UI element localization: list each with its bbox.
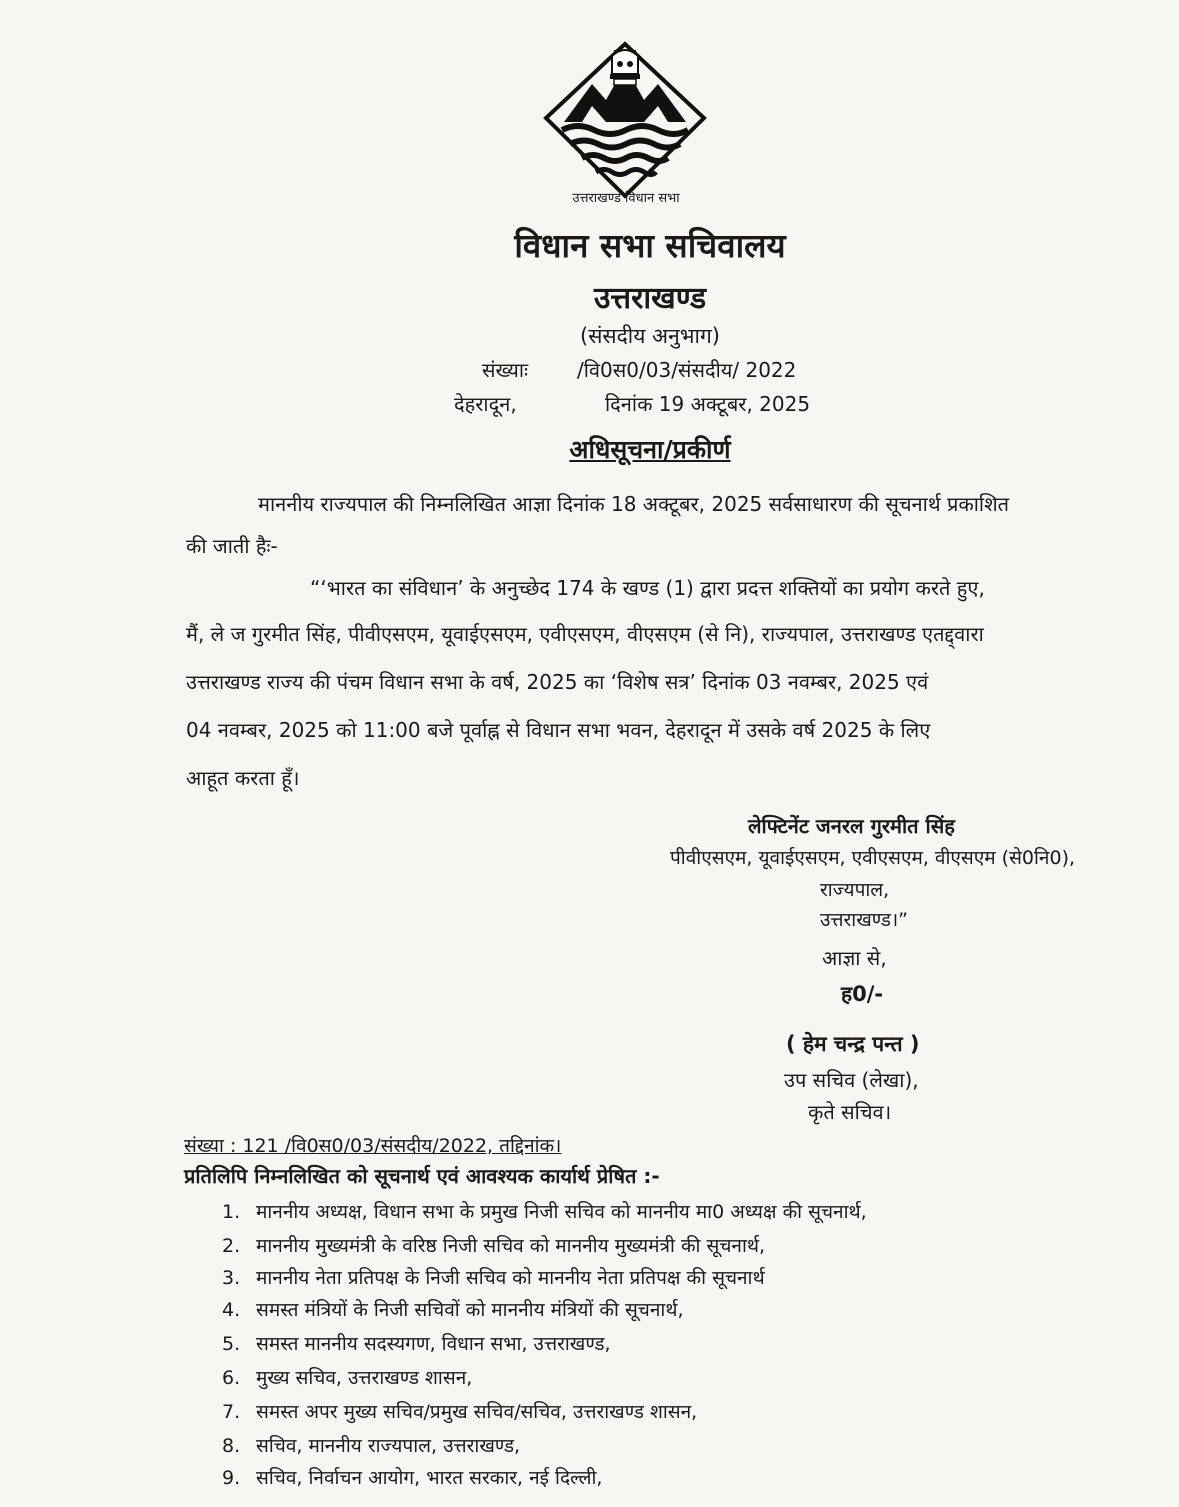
- notification-heading: अधिसूचना/प्रकीर्ण: [569, 435, 731, 464]
- officer-designation: उप सचिव (लेखा),: [784, 1068, 919, 1092]
- copy-reference: संख्या : 121 /वि0स0/03/संसदीय/2022, तद्दिनांक।: [184, 1135, 562, 1157]
- logo-caption: उत्तराखण्ड विधान सभा: [572, 191, 680, 206]
- list-item: 8. सचिव, माननीय राज्यपाल, उत्तराखण्ड,: [222, 1435, 521, 1457]
- list-item: 1. माननीय अध्यक्ष, विधान सभा के प्रमुख निजी सचिव को माननीय मा0 अध्यक्ष की सूचनार्थ,: [222, 1201, 867, 1223]
- order-line: उत्तराखण्ड राज्य की पंचम विधान सभा के वर्ष, 2025 का ‘विशेष सत्र’ दिनांक 03 नवम्बर, 2025 एवं: [186, 670, 929, 694]
- by-order: आज्ञा से,: [822, 946, 887, 970]
- list-item: 5. समस्त माननीय सदस्यगण, विधान सभा, उत्तराखण्ड,: [222, 1333, 611, 1355]
- signed-mark: ह0/-: [841, 982, 884, 1006]
- reference-number: /वि0स0/03/संसदीय/ 2022: [577, 358, 797, 382]
- order-line: “‘भारत का संविधान’ के अनुच्छेद 174 के खण्ड (1) द्वारा प्रदत्त शक्तियों का प्रयोग करते हुए,: [310, 576, 985, 600]
- intro-line: की जाती हैः-: [186, 534, 278, 558]
- governor-title: राज्यपाल,: [820, 879, 890, 901]
- issue-date: दिनांक 19 अक्टूबर, 2025: [605, 392, 811, 416]
- place: देहरादून,: [454, 392, 517, 416]
- state-title: उत्तराखण्ड: [593, 281, 707, 316]
- secretariat-title: विधान सभा सचिवालय: [514, 226, 786, 265]
- officer-for-secretary: कृते सचिव।: [808, 1100, 892, 1124]
- governor-name: लेफ्टिनेंट जनरल गुरमीत सिंह: [748, 814, 955, 838]
- officer-name: ( हेम चन्द्र पन्त ): [786, 1032, 920, 1056]
- list-item: 4. समस्त मंत्रियों के निजी सचिवों को माननीय मंत्रियों की सूचनार्थ,: [222, 1299, 684, 1321]
- governor-state: उत्तराखण्ड।”: [820, 909, 909, 931]
- governor-decorations: पीवीएसएम, यूवाईएसएम, एवीएसएम, वीएसएम (से0नि0),: [670, 847, 1076, 869]
- order-line: मैं, ले ज गुरमीत सिंह, पीवीएसएम, यूवाईएसएम, एवीएसएम, वीएसएम (से नि), राज्यपाल, उत्तराखण्ड एतद्द्वारा: [186, 622, 984, 646]
- order-line: 04 नवम्बर, 2025 को 11:00 बजे पूर्वाह्न से विधान सभा भवन, देहरादून में उसके वर्ष 2025 के लिए: [186, 718, 931, 742]
- section-name: (संसदीय अनुभाग): [580, 324, 720, 348]
- order-line: आहूत करता हूँ।: [186, 766, 300, 790]
- list-item: 3. माननीय नेता प्रतिपक्ष के निजी सचिव को माननीय नेता प्रतिपक्ष की सूचनार्थ: [222, 1267, 765, 1289]
- list-item: 6. मुख्य सचिव, उत्तराखण्ड शासन,: [222, 1367, 473, 1389]
- reference-label: संख्याः: [482, 358, 529, 382]
- list-item: 2. माननीय मुख्यमंत्री के वरिष्ठ निजी सचिव को माननीय मुख्यमंत्री की सूचनार्थ,: [222, 1235, 766, 1257]
- copy-heading: प्रतिलिपि निम्नलिखित को सूचनार्थ एवं आवश्यक कार्यार्थ प्रेषित :-: [184, 1164, 660, 1188]
- intro-line: माननीय राज्यपाल की निम्नलिखित आज्ञा दिनांक 18 अक्टूबर, 2025 सर्वसाधारण की सूचनार्थ प्रकाशित: [258, 492, 1010, 516]
- list-item: 9. सचिव, निर्वाचन आयोग, भारत सरकार, नई दिल्ली,: [222, 1467, 603, 1489]
- list-item: 7. समस्त अपर मुख्य सचिव/प्रमुख सचिव/सचिव, उत्तराखण्ड शासन,: [222, 1401, 698, 1423]
- assembly-emblem-icon: [540, 36, 710, 206]
